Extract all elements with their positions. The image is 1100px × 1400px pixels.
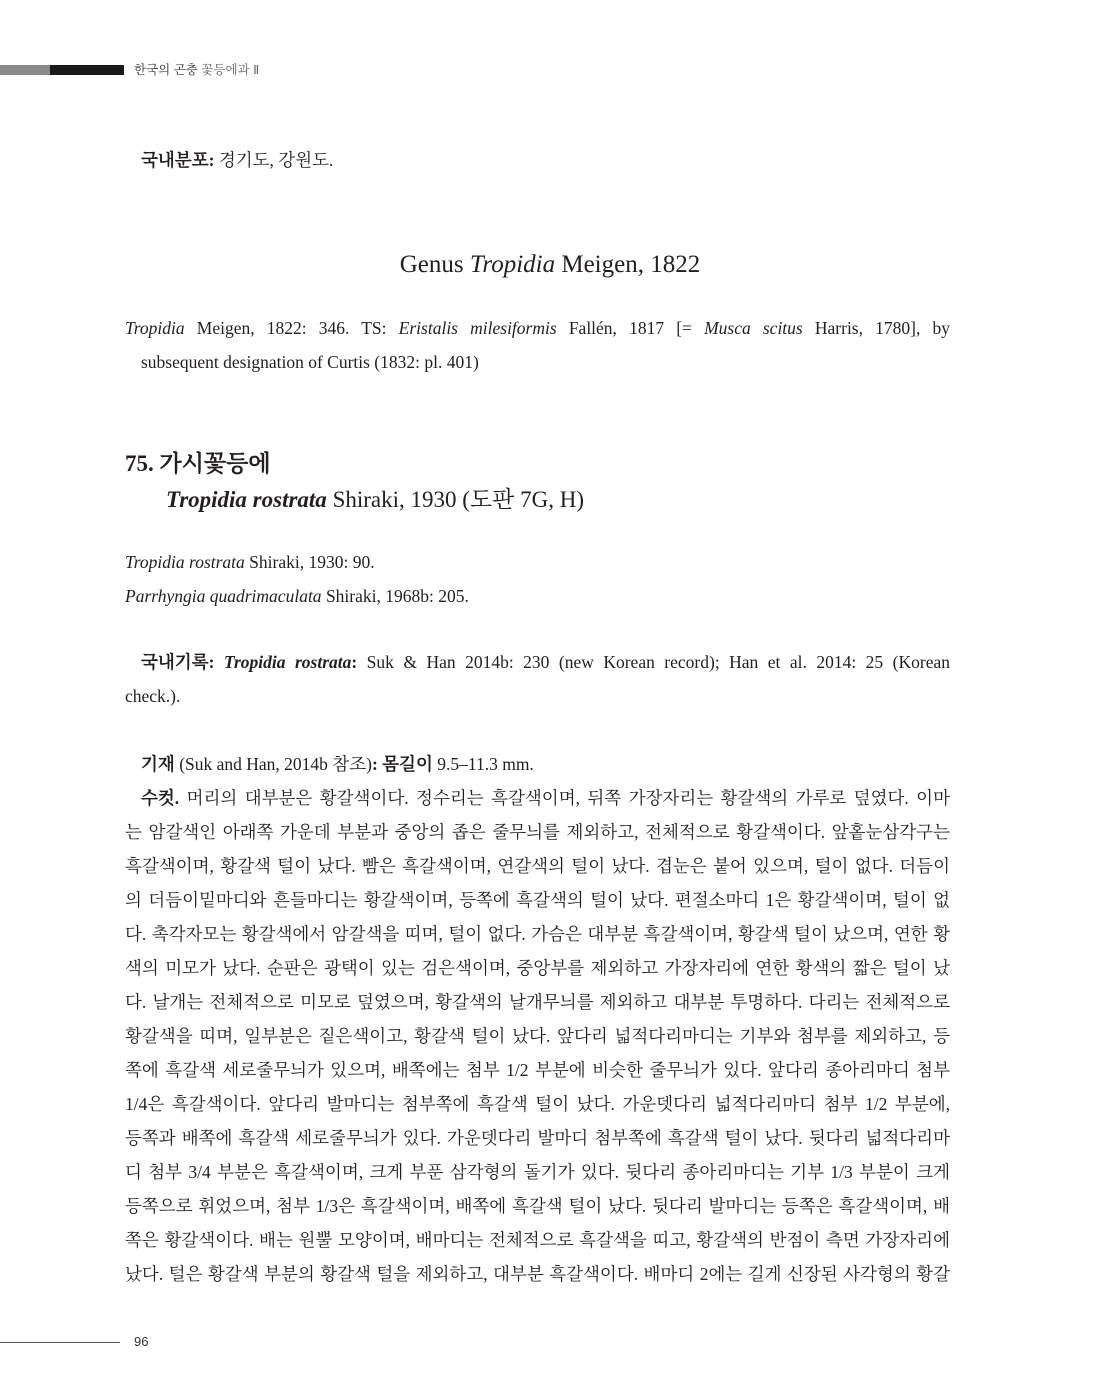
distribution-label: 국내분포: xyxy=(141,150,215,170)
volume-title: 꽃등에과 Ⅱ xyxy=(201,63,260,77)
body-line: 등쪽과 배쪽에 흑갈색 세로줄무늬가 있다. 가운뎃다리 발마디 첨부쪽에 흑갈색 털이 났다. 뒷다리 넓적다리마 xyxy=(125,1128,950,1148)
body-length-label: 몸길이 xyxy=(382,754,433,774)
genus-heading: Genus Tropidia Meigen, 1822 xyxy=(399,251,701,278)
male-description xyxy=(125,781,950,1291)
species-scientific-name: Tropidia rostrata Shiraki, 1930 (도판 7G, H) xyxy=(166,487,584,512)
body-line: 1/4은 흑갈색이다. 앞다리 발마디는 첨부쪽에 흑갈색 털이 났다. 가운뎃다리 넓적다리마디 첨부 1/2 부분에, xyxy=(125,1094,950,1114)
body-line: 는 암갈색인 아래쪽 가운데 부분과 중앙의 좁은 줄무늬를 제외하고, 전체적으로 황갈색이다. 앞홑눈삼각구는 xyxy=(125,822,950,842)
genus-author: Meigen, 1822 xyxy=(555,251,701,278)
genus-synonymy-line2: subsequent designation of Curtis (1832: pl. 401) xyxy=(141,352,479,372)
body-line: 다. 촉각자모는 황갈색에서 암갈색을 띠며, 털이 없다. 가슴은 대부분 흑갈색이며, 황갈색 털이 났으며, 연한 황 xyxy=(125,924,950,944)
body-line: 황갈색을 띠며, 일부분은 짙은색이고, 황갈색 털이 났다. 앞다리 넓적다리마디는 기부와 첨부를 제외하고, 등 xyxy=(125,1026,950,1046)
body-length-value: 9.5–11.3 mm. xyxy=(432,754,534,774)
header-bar-black xyxy=(50,65,124,75)
records-line1: 국내기록: Tropidia rostrata: Suk & Han 2014b: 230 (new Korean record); Han et al. 2014: 25 (Korean xyxy=(141,652,950,672)
species-number-korean-name: 75. 가시꽃등에 xyxy=(125,451,271,476)
body-line: 등쪽으로 휘었으며, 첨부 1/3은 흑갈색이며, 배쪽에 흑갈색 털이 났다. 뒷다리 발마디는 등쪽은 흑갈색이며, 배 xyxy=(125,1196,950,1216)
genus-synonymy-line1: Tropidia Meigen, 1822: 346. TS: Eristalis milesiformis Fallén, 1817 [= Musca scitus Harris, 1780], by xyxy=(125,318,950,338)
body-line: 흑갈색이며, 황갈색 털이 났다. 빰은 흑갈색이며, 연갈색의 털이 났다. 겹눈은 붙어 있으며, 털이 없다. 더듬이 xyxy=(125,856,950,876)
distribution-value: 경기도, 강원도. xyxy=(214,150,334,170)
species-synonyms xyxy=(125,545,950,613)
body-line: 났다. 털은 황갈색 부분의 황갈색 털을 제외하고, 대부분 흑갈색이다. 배마디 2에는 길게 신장된 사각형의 황갈 xyxy=(125,1264,950,1284)
page-number: 96 xyxy=(134,1334,149,1349)
book-title: 한국의 곤충 xyxy=(134,63,198,77)
synonym-item: Tropidia rostrata Shiraki, 1930: 90. xyxy=(125,552,375,572)
synonym-item: Parrhyngia quadrimaculata Shiraki, 1968b: 205. xyxy=(125,586,469,606)
body-line: 의 더듬이밑마디와 흔들마디는 황갈색이며, 등쪽에 흑갈색의 털이 났다. 편절소마디 1은 황갈색이며, 털이 없 xyxy=(125,890,950,910)
distribution-line xyxy=(125,143,966,177)
description-header: 기재 (Suk and Han, 2014b 참조): 몸길이 9.5–11.3 mm. xyxy=(141,754,534,774)
header-bar-gray xyxy=(0,65,50,75)
body-line: 색의 미모가 났다. 순판은 광택이 있는 검은색이며, 중앙부를 제외하고 가장자리에 연한 황색의 짧은 털이 났 xyxy=(125,958,950,978)
description-label: 기재 xyxy=(141,754,175,774)
body-line: 수컷. 머리의 대부분은 황갈색이다. 정수리는 흑갈색이며, 뒤쪽 가장자리는 황갈색의 가루로 덮였다. 이마 xyxy=(141,788,950,808)
genus-synonymy xyxy=(125,311,950,379)
korean-records xyxy=(125,645,950,713)
male-label: 수컷. xyxy=(141,788,180,808)
body-line: 쪽은 황갈색이다. 배는 원뿔 모양이며, 배마디는 전체적으로 흑갈색을 띠고, 황갈색의 반점이 측면 가장자리에 xyxy=(125,1230,950,1250)
records-label: 국내기록: xyxy=(141,652,224,672)
running-header xyxy=(134,62,259,78)
body-line: 다. 날개는 전체적으로 미모로 덮였으며, 황갈색의 날개무늬를 제외하고 대부분 투명하다. 다리는 전체적으로 xyxy=(125,992,950,1012)
footer-rule xyxy=(0,1342,120,1343)
genus-name: Tropidia xyxy=(469,251,556,278)
body-line: 쪽에 흑갈색 세로줄무늬가 있으며, 배쪽에는 첨부 1/2 부분에 비슷한 줄무늬가 있다. 앞다리 종아리마디 첨부 xyxy=(125,1060,950,1080)
records-line2: check.). xyxy=(125,686,181,706)
body-line: 디 첨부 3/4 부분은 흑갈색이며, 크게 부푼 삼각형의 돌기가 있다. 뒷다리 종아리마디는 기부 1/3 부분이 크게 xyxy=(125,1162,950,1182)
